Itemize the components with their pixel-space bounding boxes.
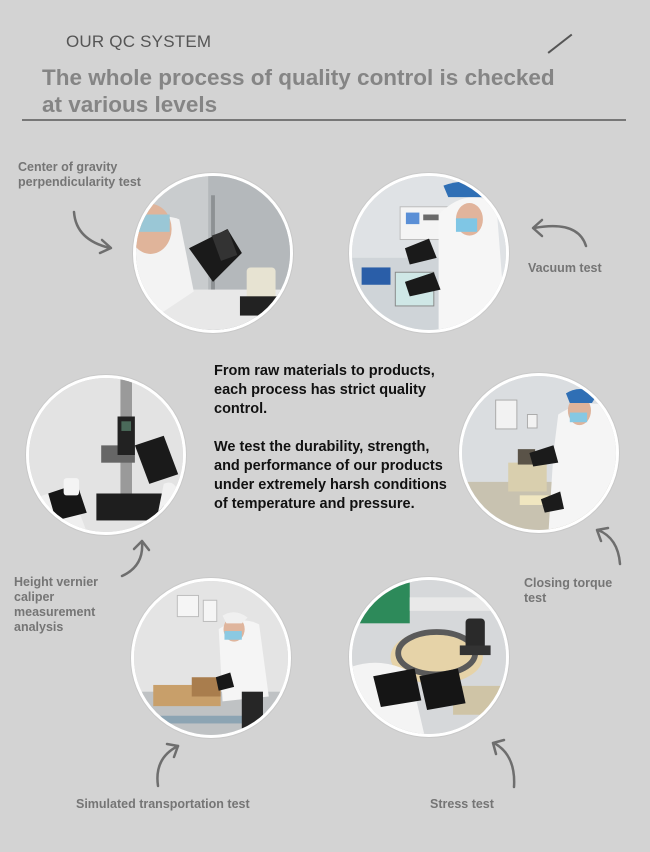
photo-closing-torque	[459, 373, 619, 533]
label-vacuum-test: Vacuum test	[528, 261, 602, 275]
intro-paragraph-2: We test the durability, strength, and performance of our products under extremely harsh conditions of temperature and pressure.	[214, 439, 447, 512]
title-divider	[22, 119, 626, 121]
label-closing-torque: Closing torque test	[524, 576, 613, 605]
photo-height-gauge	[26, 375, 186, 535]
torque-tester-photo-icon	[462, 376, 616, 530]
photo-center-of-gravity	[133, 173, 293, 333]
label-transportation: Simulated transportation test	[76, 797, 250, 811]
label-stress-test: Stress test	[430, 797, 494, 811]
stress-tester-photo-icon	[352, 580, 506, 734]
arrow-icon	[592, 524, 626, 568]
packing-station-photo-icon	[134, 581, 288, 735]
label-height-vernier: Height vernier caliper measurement analysis	[14, 575, 99, 634]
photo-transportation	[131, 578, 291, 738]
arrow-icon	[486, 735, 520, 791]
height-gauge-photo-icon	[29, 378, 183, 532]
page-title: The whole process of quality control is checked at various levels	[42, 65, 555, 117]
intro-paragraph-1: From raw materials to products, each process has strict quality control.	[214, 363, 435, 417]
photo-stress-test	[349, 577, 509, 737]
label-center-of-gravity: Center of gravity perpendicularity test	[18, 160, 141, 189]
photo-vacuum-test	[349, 173, 509, 333]
arrow-icon	[152, 738, 186, 790]
intro-text	[214, 362, 454, 514]
arrow-icon	[528, 214, 590, 254]
technician-holding-meter-photo-icon	[136, 176, 290, 330]
arrow-icon	[70, 210, 120, 260]
decorative-slash	[548, 34, 573, 54]
qc-kicker: OUR QC SYSTEM	[66, 32, 212, 51]
technician-at-vacuum-machine-photo-icon	[352, 176, 506, 330]
arrow-icon	[118, 536, 154, 580]
